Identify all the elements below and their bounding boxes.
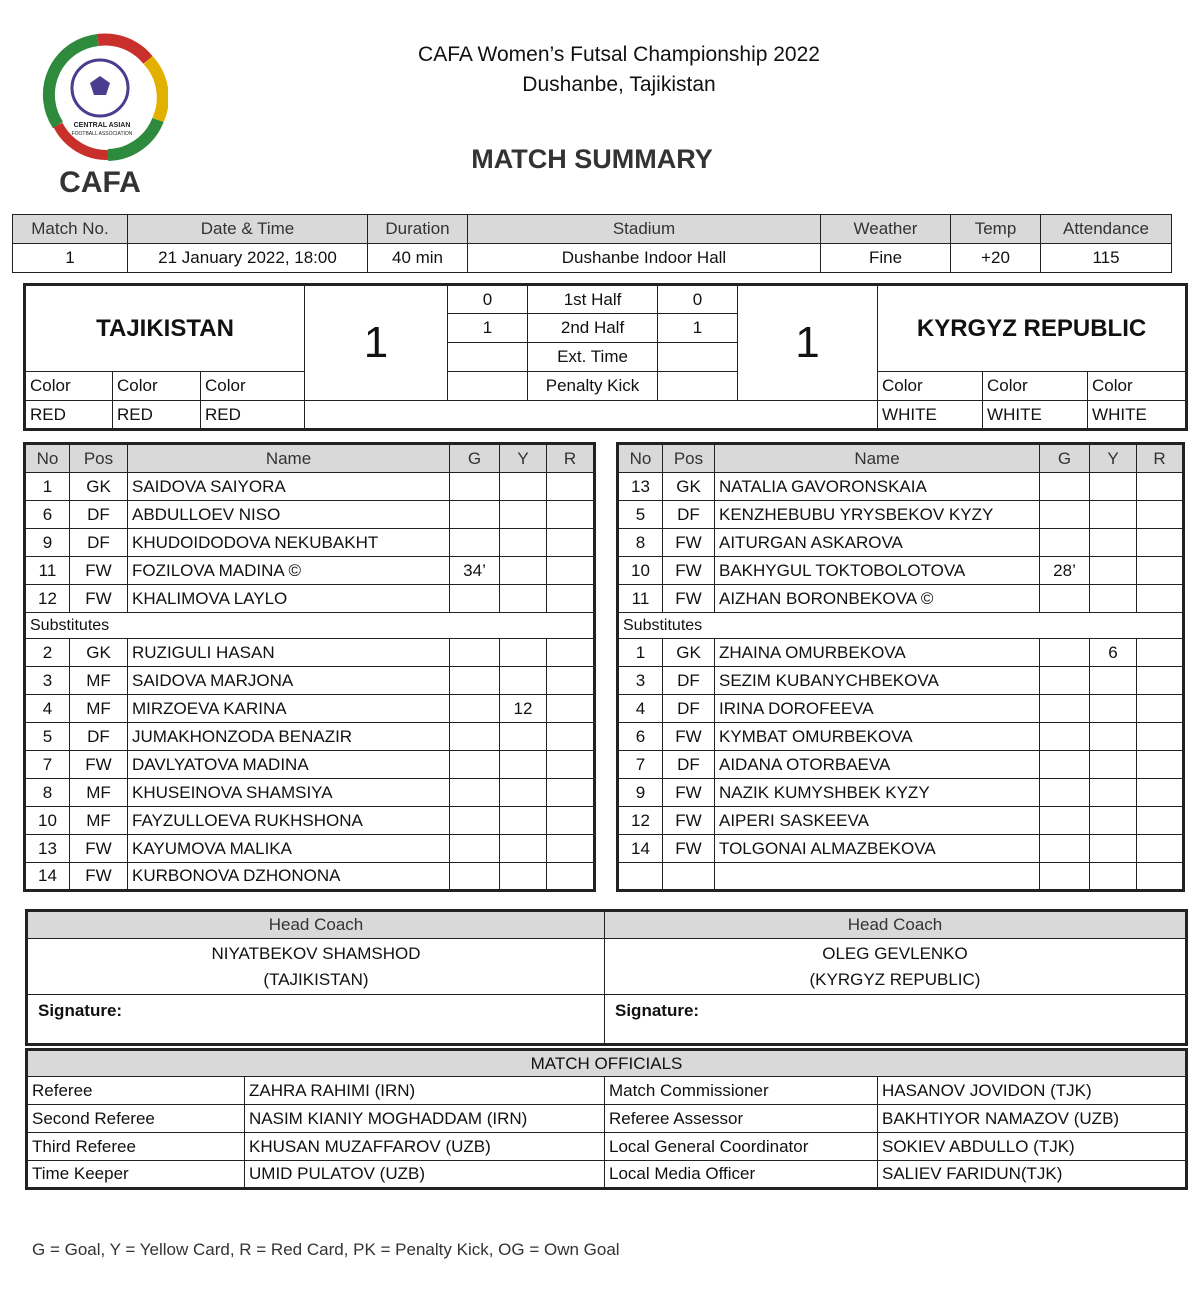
- away-player-name: AIPERI SASKEEVA: [715, 807, 1040, 835]
- away-header-name: Name: [715, 444, 1040, 473]
- away-player-yellow: [1090, 557, 1137, 585]
- table-row: [618, 751, 1184, 779]
- away-player-name: AIZHAN BORONBEKOVA ©: [715, 585, 1040, 613]
- away-player-no: 4: [618, 695, 663, 723]
- away-player-goal: [1040, 473, 1090, 501]
- away-player-name: ZHAINA OMURBEKOVA: [715, 639, 1040, 667]
- table-row: [25, 695, 595, 723]
- official-name-left: ZAHRA RAHIMI (IRN): [245, 1077, 605, 1105]
- away-player-goal: [1040, 807, 1090, 835]
- home-player-red: [547, 779, 595, 807]
- home-coach-name: NIYATBEKOV SHAMSHOD: [211, 943, 421, 963]
- home-color-2: RED: [113, 401, 201, 430]
- home-player-goal: [450, 501, 500, 529]
- home-player-pos: FW: [70, 751, 128, 779]
- official-name-left: UMID PULATOV (UZB): [245, 1161, 605, 1189]
- home-color-label-1: Color: [25, 372, 113, 401]
- away-player-red: [1137, 835, 1184, 863]
- table-row: [25, 667, 595, 695]
- home-player-name: KAYUMOVA MALIKA: [128, 835, 450, 863]
- away-substitutes-label: Substitutes: [618, 613, 1184, 639]
- away-player-pos: DF: [663, 751, 715, 779]
- home-player-yellow: [500, 667, 547, 695]
- home-player-name: MIRZOEVA KARINA: [128, 695, 450, 723]
- home-player-no: 1: [25, 473, 70, 501]
- table-row: [618, 529, 1184, 557]
- home-header-pos: Pos: [70, 444, 128, 473]
- home-player-goal: [450, 863, 500, 891]
- home-player-no: 11: [25, 557, 70, 585]
- away-header-y: Y: [1090, 444, 1137, 473]
- home-player-yellow: 12: [500, 695, 547, 723]
- away-player-name: KENZHEBUBU YRYSBEKOV KYZY: [715, 501, 1040, 529]
- away-header-r: R: [1137, 444, 1184, 473]
- home-player-name: FOZILOVA MADINA ©: [128, 557, 450, 585]
- home-player-no: 7: [25, 751, 70, 779]
- away-player-yellow: [1090, 807, 1137, 835]
- home-player-no: 14: [25, 863, 70, 891]
- value-duration: 40 min: [368, 244, 468, 273]
- home-player-yellow: [500, 639, 547, 667]
- home-color-label-3: Color: [201, 372, 305, 401]
- match-info-table: [12, 214, 1172, 273]
- home-player-red: [547, 529, 595, 557]
- table-row: [618, 807, 1184, 835]
- home-player-red: [547, 723, 595, 751]
- home-player-yellow: [500, 779, 547, 807]
- logo-brand: CAFA: [59, 166, 141, 199]
- away-player-name: SEZIM KUBANYCHBEKOVA: [715, 667, 1040, 695]
- value-weather: Fine: [821, 244, 951, 273]
- score-table: [23, 283, 1188, 431]
- home-player-red: [547, 695, 595, 723]
- table-row: [25, 835, 595, 863]
- home-player-name: RUZIGULI HASAN: [128, 639, 450, 667]
- table-row: [25, 751, 595, 779]
- home-player-goal: [450, 779, 500, 807]
- away-header-pos: Pos: [663, 444, 715, 473]
- away-color-label-1: Color: [878, 372, 983, 401]
- home-header-y: Y: [500, 444, 547, 473]
- away-player-yellow: [1090, 751, 1137, 779]
- home-player-pos: MF: [70, 779, 128, 807]
- table-row: [618, 863, 1184, 891]
- legend-note: G = Goal, Y = Yellow Card, R = Red Card, PK = Penalty Kick, OG = Own Goal: [32, 1240, 620, 1259]
- away-player-no: 12: [618, 807, 663, 835]
- away-coach-name: OLEG GEVLENKO: [822, 943, 968, 963]
- home-roster-table: [23, 442, 596, 892]
- away-player-name: BAKHYGUL TOKTOBOLOTOVA: [715, 557, 1040, 585]
- away-player-pos: FW: [663, 723, 715, 751]
- table-row: [25, 557, 595, 585]
- away-player-red: [1137, 501, 1184, 529]
- home-player-red: [547, 501, 595, 529]
- away-player-pos: FW: [663, 557, 715, 585]
- away-player-name: AIDANA OTORBAEVA: [715, 751, 1040, 779]
- home-player-red: [547, 667, 595, 695]
- period-penalty-kick: Penalty Kick: [528, 372, 658, 401]
- away-player-pos: FW: [663, 779, 715, 807]
- home-player-red: [547, 835, 595, 863]
- away-player-goal: [1040, 639, 1090, 667]
- away-player-yellow: [1090, 863, 1137, 891]
- home-player-goal: [450, 751, 500, 779]
- home-color-1: RED: [25, 401, 113, 430]
- away-coach-label: Head Coach: [605, 911, 1187, 939]
- away-player-yellow: [1090, 501, 1137, 529]
- official-role-right: Local General Coordinator: [605, 1133, 878, 1161]
- home-player-name: KURBONOVA DZHONONA: [128, 863, 450, 891]
- home-player-red: [547, 807, 595, 835]
- away-player-pos: FW: [663, 835, 715, 863]
- away-player-no: 13: [618, 473, 663, 501]
- home-ext-time: [448, 343, 528, 372]
- home-player-yellow: [500, 501, 547, 529]
- away-player-yellow: [1090, 473, 1137, 501]
- home-player-goal: [450, 667, 500, 695]
- away-player-no: 9: [618, 779, 663, 807]
- home-player-yellow: [500, 473, 547, 501]
- label-weather: Weather: [821, 215, 951, 244]
- away-player-yellow: [1090, 529, 1137, 557]
- home-player-yellow: [500, 835, 547, 863]
- home-player-yellow: [500, 529, 547, 557]
- away-signature: Signature:: [605, 995, 1187, 1045]
- away-player-pos: [663, 863, 715, 891]
- table-row: [618, 501, 1184, 529]
- table-row: [618, 667, 1184, 695]
- table-row: [618, 639, 1184, 667]
- home-player-yellow: [500, 557, 547, 585]
- home-player-pos: FW: [70, 835, 128, 863]
- page-title: MATCH SUMMARY: [471, 144, 713, 174]
- away-player-red: [1137, 779, 1184, 807]
- home-header-name: Name: [128, 444, 450, 473]
- home-coach-label: Head Coach: [27, 911, 605, 939]
- home-player-no: 13: [25, 835, 70, 863]
- home-player-yellow: [500, 807, 547, 835]
- home-player-pos: FW: [70, 585, 128, 613]
- home-player-no: 9: [25, 529, 70, 557]
- home-player-no: 6: [25, 501, 70, 529]
- table-row: [618, 779, 1184, 807]
- away-second-half: 1: [658, 314, 738, 343]
- away-player-goal: [1040, 835, 1090, 863]
- official-role-left: Third Referee: [27, 1133, 245, 1161]
- home-player-yellow: [500, 723, 547, 751]
- away-player-name: NATALIA GAVORONSKAIA: [715, 473, 1040, 501]
- away-player-red: [1137, 751, 1184, 779]
- home-team-name: TAJIKISTAN: [25, 285, 305, 372]
- table-row: [25, 779, 595, 807]
- home-player-goal: [450, 723, 500, 751]
- home-player-pos: GK: [70, 639, 128, 667]
- home-player-red: [547, 557, 595, 585]
- home-substitutes-label: Substitutes: [25, 613, 595, 639]
- value-attendance: 115: [1041, 244, 1172, 273]
- value-date-time: 21 January 2022, 18:00: [128, 244, 368, 273]
- table-row: [27, 1105, 1187, 1133]
- table-row: [25, 473, 595, 501]
- home-player-name: FAYZULLOEVA RUKHSHONA: [128, 807, 450, 835]
- away-player-yellow: [1090, 667, 1137, 695]
- official-name-left: KHUSAN MUZAFFAROV (UZB): [245, 1133, 605, 1161]
- table-row: [27, 1161, 1187, 1189]
- home-player-goal: [450, 695, 500, 723]
- away-player-yellow: 6: [1090, 639, 1137, 667]
- home-player-no: 4: [25, 695, 70, 723]
- home-player-name: KHUDOIDODOVA NEKUBAKHT: [128, 529, 450, 557]
- table-row: [25, 529, 595, 557]
- away-player-goal: [1040, 779, 1090, 807]
- official-role-right: Match Commissioner: [605, 1077, 878, 1105]
- home-player-pos: MF: [70, 695, 128, 723]
- away-player-pos: GK: [663, 473, 715, 501]
- home-signature: Signature:: [27, 995, 605, 1045]
- home-player-pos: MF: [70, 667, 128, 695]
- value-stadium: Dushanbe Indoor Hall: [468, 244, 821, 273]
- label-duration: Duration: [368, 215, 468, 244]
- home-player-name: SAIDOVA SAIYORA: [128, 473, 450, 501]
- table-row: [618, 835, 1184, 863]
- score-spacer: [305, 401, 878, 430]
- away-player-goal: [1040, 723, 1090, 751]
- label-attendance: Attendance: [1041, 215, 1172, 244]
- away-player-no: 6: [618, 723, 663, 751]
- label-match-no: Match No.: [13, 215, 128, 244]
- home-player-yellow: [500, 863, 547, 891]
- logo-line1: CENTRAL ASIAN: [73, 122, 131, 129]
- away-color-2: WHITE: [983, 401, 1088, 430]
- away-color-label-3: Color: [1088, 372, 1187, 401]
- home-player-goal: [450, 529, 500, 557]
- away-player-no: [618, 863, 663, 891]
- official-name-right: HASANOV JOVIDON (TJK): [878, 1077, 1187, 1105]
- away-player-pos: DF: [663, 667, 715, 695]
- away-player-name: IRINA DOROFEEVA: [715, 695, 1040, 723]
- away-player-goal: [1040, 695, 1090, 723]
- table-row: [27, 1133, 1187, 1161]
- official-role-left: Time Keeper: [27, 1161, 245, 1189]
- home-header-r: R: [547, 444, 595, 473]
- home-player-goal: [450, 639, 500, 667]
- away-player-red: [1137, 639, 1184, 667]
- official-name-right: BAKHTIYOR NAMAZOV (UZB): [878, 1105, 1187, 1133]
- home-player-no: 3: [25, 667, 70, 695]
- away-player-name: AITURGAN ASKAROVA: [715, 529, 1040, 557]
- away-player-red: [1137, 807, 1184, 835]
- home-player-yellow: [500, 751, 547, 779]
- home-player-no: 8: [25, 779, 70, 807]
- label-temp: Temp: [951, 215, 1041, 244]
- home-player-goal: [450, 835, 500, 863]
- label-stadium: Stadium: [468, 215, 821, 244]
- period-ext-time: Ext. Time: [528, 343, 658, 372]
- away-player-no: 10: [618, 557, 663, 585]
- home-player-no: 10: [25, 807, 70, 835]
- home-first-half: 0: [448, 285, 528, 314]
- table-row: [25, 585, 595, 613]
- official-name-right: SOKIEV ABDULLO (TJK): [878, 1133, 1187, 1161]
- official-name-left: NASIM KIANIY MOGHADDAM (IRN): [245, 1105, 605, 1133]
- championship-title: CAFA Women’s Futsal Championship 2022: [418, 43, 820, 66]
- away-color-label-2: Color: [983, 372, 1088, 401]
- away-player-red: [1137, 667, 1184, 695]
- home-coach-team: (TAJIKISTAN): [263, 969, 369, 989]
- period-first-half: 1st Half: [528, 285, 658, 314]
- home-player-pos: FW: [70, 863, 128, 891]
- away-player-red: [1137, 473, 1184, 501]
- away-player-no: 7: [618, 751, 663, 779]
- away-color-3: WHITE: [1088, 401, 1187, 430]
- home-player-name: JUMAKHONZODA BENAZIR: [128, 723, 450, 751]
- away-player-pos: DF: [663, 501, 715, 529]
- away-player-no: 14: [618, 835, 663, 863]
- away-player-no: 11: [618, 585, 663, 613]
- official-role-left: Second Referee: [27, 1105, 245, 1133]
- home-player-name: DAVLYATOVA MADINA: [128, 751, 450, 779]
- official-role-right: Local Media Officer: [605, 1161, 878, 1189]
- away-player-name: NAZIK KUMYSHBEK KYZY: [715, 779, 1040, 807]
- value-temp: +20: [951, 244, 1041, 273]
- away-player-red: [1137, 529, 1184, 557]
- home-player-goal: 34’: [450, 557, 500, 585]
- away-team-name: KYRGYZ REPUBLIC: [878, 285, 1187, 372]
- home-header-no: No: [25, 444, 70, 473]
- home-player-red: [547, 639, 595, 667]
- away-player-yellow: [1090, 585, 1137, 613]
- away-player-pos: FW: [663, 807, 715, 835]
- home-penalty: [448, 372, 528, 401]
- table-row: [25, 639, 595, 667]
- away-coach: [605, 939, 1187, 995]
- table-row: [618, 473, 1184, 501]
- home-header-g: G: [450, 444, 500, 473]
- label-date-time: Date & Time: [128, 215, 368, 244]
- home-player-pos: GK: [70, 473, 128, 501]
- away-player-name: [715, 863, 1040, 891]
- away-header-g: G: [1040, 444, 1090, 473]
- official-name-right: SALIEV FARIDUN(TJK): [878, 1161, 1187, 1189]
- period-second-half: 2nd Half: [528, 314, 658, 343]
- home-player-name: KHUSEINOVA SHAMSIYA: [128, 779, 450, 807]
- home-player-no: 2: [25, 639, 70, 667]
- table-row: [618, 557, 1184, 585]
- home-player-pos: DF: [70, 723, 128, 751]
- away-player-goal: [1040, 585, 1090, 613]
- away-player-goal: [1040, 751, 1090, 779]
- table-row: [25, 501, 595, 529]
- officials-title: MATCH OFFICIALS: [27, 1050, 1187, 1077]
- away-player-goal: [1040, 863, 1090, 891]
- home-player-red: [547, 585, 595, 613]
- home-player-name: ABDULLOEV NISO: [128, 501, 450, 529]
- home-player-yellow: [500, 585, 547, 613]
- away-player-goal: [1040, 529, 1090, 557]
- table-row: [618, 723, 1184, 751]
- official-role-left: Referee: [27, 1077, 245, 1105]
- away-first-half: 0: [658, 285, 738, 314]
- away-player-yellow: [1090, 723, 1137, 751]
- table-row: [25, 723, 595, 751]
- away-color-1: WHITE: [878, 401, 983, 430]
- table-row: [25, 807, 595, 835]
- official-role-right: Referee Assessor: [605, 1105, 878, 1133]
- home-player-goal: [450, 473, 500, 501]
- away-player-yellow: [1090, 835, 1137, 863]
- coaches-table: [25, 909, 1188, 1046]
- away-penalty: [658, 372, 738, 401]
- home-player-no: 12: [25, 585, 70, 613]
- away-ext-time: [658, 343, 738, 372]
- officials-table: [25, 1048, 1188, 1190]
- away-player-yellow: [1090, 695, 1137, 723]
- home-score: 1: [305, 285, 448, 401]
- away-coach-team: (KYRGYZ REPUBLIC): [809, 969, 981, 989]
- away-player-pos: FW: [663, 529, 715, 557]
- table-row: [618, 695, 1184, 723]
- away-player-goal: 28’: [1040, 557, 1090, 585]
- away-player-red: [1137, 557, 1184, 585]
- away-player-red: [1137, 695, 1184, 723]
- away-player-pos: GK: [663, 639, 715, 667]
- championship-location: Dushanbe, Tajikistan: [522, 73, 716, 96]
- away-header-no: No: [618, 444, 663, 473]
- home-player-red: [547, 751, 595, 779]
- away-score: 1: [738, 285, 878, 401]
- away-player-no: 3: [618, 667, 663, 695]
- home-player-pos: DF: [70, 501, 128, 529]
- table-row: [618, 585, 1184, 613]
- home-player-pos: MF: [70, 807, 128, 835]
- home-color-label-2: Color: [113, 372, 201, 401]
- away-player-no: 1: [618, 639, 663, 667]
- home-player-name: KHALIMOVA LAYLO: [128, 585, 450, 613]
- home-player-no: 5: [25, 723, 70, 751]
- table-row: [27, 1077, 1187, 1105]
- away-player-red: [1137, 723, 1184, 751]
- home-player-pos: DF: [70, 529, 128, 557]
- home-second-half: 1: [448, 314, 528, 343]
- logo-line2: FOOTBALL ASSOCIATION: [71, 131, 133, 137]
- home-player-pos: FW: [70, 557, 128, 585]
- home-player-goal: [450, 807, 500, 835]
- away-player-name: TOLGONAI ALMAZBEKOVA: [715, 835, 1040, 863]
- home-player-red: [547, 473, 595, 501]
- away-player-no: 8: [618, 529, 663, 557]
- away-player-pos: DF: [663, 695, 715, 723]
- away-roster-table: [616, 442, 1185, 892]
- away-player-red: [1137, 585, 1184, 613]
- away-player-yellow: [1090, 779, 1137, 807]
- home-player-red: [547, 863, 595, 891]
- away-player-goal: [1040, 667, 1090, 695]
- away-player-no: 5: [618, 501, 663, 529]
- home-player-name: SAIDOVA MARJONA: [128, 667, 450, 695]
- home-color-3: RED: [201, 401, 305, 430]
- value-match-no: 1: [13, 244, 128, 273]
- home-coach: [27, 939, 605, 995]
- away-player-pos: FW: [663, 585, 715, 613]
- away-player-name: KYMBAT OMURBEKOVA: [715, 723, 1040, 751]
- home-player-goal: [450, 585, 500, 613]
- away-player-red: [1137, 863, 1184, 891]
- away-player-goal: [1040, 501, 1090, 529]
- table-row: [25, 863, 595, 891]
